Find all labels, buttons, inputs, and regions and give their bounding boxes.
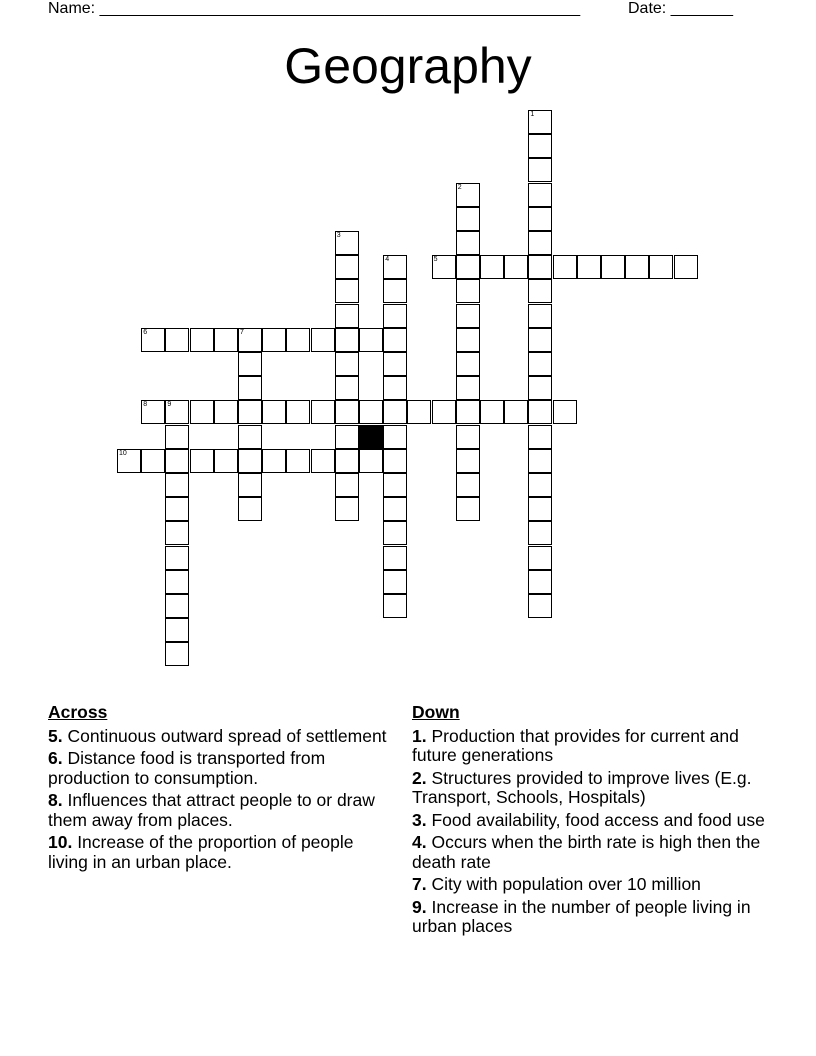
clue-number: 6. (48, 748, 63, 768)
grid-cell[interactable] (528, 400, 552, 424)
grid-cell[interactable] (528, 352, 552, 376)
clue-number: 5. (48, 725, 63, 746)
grid-cell[interactable] (335, 473, 359, 497)
grid-cell[interactable] (480, 255, 504, 279)
grid-cell[interactable] (528, 304, 552, 328)
grid-cell[interactable] (262, 449, 286, 473)
clue-down-5 (412, 898, 782, 937)
grid-cell[interactable] (674, 255, 698, 279)
grid-cell[interactable] (165, 449, 189, 473)
grid-cell[interactable] (359, 400, 383, 424)
grid-cell[interactable] (238, 425, 262, 449)
clue-down-0 (412, 727, 782, 766)
grid-cell[interactable] (383, 449, 407, 473)
clue-number: 7. (412, 874, 427, 894)
grid-cell[interactable] (432, 400, 456, 424)
clue-text: Influences that attract people to or draw them away from places. (48, 790, 375, 830)
clue-number: 3. (412, 809, 427, 830)
grid-cell[interactable] (214, 328, 238, 352)
grid-cell-number: 9 (167, 401, 172, 409)
grid-cell[interactable] (335, 328, 359, 352)
clue-down-4 (412, 875, 782, 895)
grid-cell-number: 6 (143, 328, 148, 336)
grid-cell[interactable] (528, 449, 552, 473)
grid-cell[interactable] (165, 473, 189, 497)
grid-cell[interactable] (383, 304, 407, 328)
grid-cell[interactable] (528, 497, 552, 521)
grid-cell[interactable] (238, 497, 262, 521)
clue-across-1 (48, 749, 388, 788)
grid-cell[interactable] (383, 594, 407, 618)
clue-across-0 (48, 727, 388, 747)
grid-cell[interactable] (238, 376, 262, 400)
grid-cell-number: 8 (143, 401, 148, 409)
grid-cell[interactable] (335, 231, 359, 255)
grid-cell[interactable] (456, 473, 480, 497)
grid-cell[interactable] (238, 449, 262, 473)
clue-down-3 (412, 833, 782, 872)
clue-down-1 (412, 769, 782, 808)
grid-cell[interactable] (528, 110, 552, 134)
grid-cell[interactable] (262, 328, 286, 352)
grid-cell[interactable] (383, 521, 407, 545)
grid-cell[interactable] (553, 255, 577, 279)
grid-cell[interactable] (238, 400, 262, 424)
grid-cell[interactable] (117, 449, 141, 473)
grid-cell[interactable] (407, 400, 431, 424)
clue-down-2 (412, 811, 782, 831)
across-heading: Across (48, 702, 108, 722)
grid-black-cell (359, 425, 383, 449)
grid-cell-number: 3 (336, 232, 341, 239)
grid-cell[interactable] (456, 425, 480, 449)
grid-cell[interactable] (141, 449, 165, 473)
grid-cell[interactable] (311, 449, 335, 473)
grid-cell[interactable] (528, 570, 552, 594)
grid-cell[interactable] (383, 570, 407, 594)
grid-cell[interactable] (383, 497, 407, 521)
grid-cell[interactable] (528, 279, 552, 303)
grid-cell[interactable] (649, 255, 673, 279)
grid-cell[interactable] (214, 449, 238, 473)
grid-cell[interactable] (528, 158, 552, 182)
clue-across-2 (48, 791, 388, 830)
grid-cell[interactable] (383, 400, 407, 424)
grid-cell[interactable] (359, 449, 383, 473)
grid-cell[interactable] (335, 304, 359, 328)
clue-number: 2. (412, 767, 427, 788)
grid-cell[interactable] (214, 400, 238, 424)
grid-cell[interactable] (335, 497, 359, 521)
grid-cell[interactable] (456, 497, 480, 521)
grid-cell[interactable] (383, 352, 407, 376)
grid-cell[interactable] (335, 425, 359, 449)
page-title: Geography (284, 38, 532, 94)
grid-cell[interactable] (528, 546, 552, 570)
clue-number: 4. (412, 832, 427, 852)
grid-cell[interactable] (286, 328, 310, 352)
grid-cell[interactable] (286, 449, 310, 473)
grid-cell[interactable] (165, 400, 189, 424)
grid-cell[interactable] (238, 352, 262, 376)
grid-cell[interactable] (190, 328, 214, 352)
grid-cell[interactable] (262, 400, 286, 424)
down-clues (412, 703, 782, 940)
grid-cell[interactable] (528, 376, 552, 400)
clue-across-3 (48, 833, 388, 872)
grid-cell[interactable] (432, 255, 456, 279)
grid-cell[interactable] (190, 400, 214, 424)
grid-cell[interactable] (577, 255, 601, 279)
grid-cell[interactable] (456, 328, 480, 352)
grid-cell[interactable] (504, 255, 528, 279)
grid-cell[interactable] (456, 352, 480, 376)
grid-cell[interactable] (528, 594, 552, 618)
across-clues (48, 703, 388, 875)
grid-cell-number: 5 (433, 256, 438, 264)
grid-cell-number: 10 (119, 449, 127, 457)
grid-cell[interactable] (456, 207, 480, 231)
clue-text: Distance food is transported from production to consumption. (48, 748, 326, 788)
grid-cell-number: 4 (385, 256, 390, 264)
grid-cell[interactable] (528, 521, 552, 545)
grid-cell[interactable] (456, 279, 480, 303)
clue-number: 1. (412, 725, 427, 746)
grid-cell-number: 7 (240, 328, 244, 336)
grid-cell[interactable] (165, 594, 189, 618)
clue-number: 9. (412, 896, 427, 917)
grid-cell[interactable] (528, 255, 552, 279)
grid-cell[interactable] (504, 400, 528, 424)
grid-cell[interactable] (165, 642, 189, 666)
clue-number: 10. (48, 832, 73, 852)
grid-cell[interactable] (165, 570, 189, 594)
grid-cell[interactable] (165, 425, 189, 449)
clue-text: Continuous outward spread of settlement (62, 725, 387, 746)
grid-cell[interactable] (528, 473, 552, 497)
grid-cell[interactable] (165, 497, 189, 521)
clue-text: Occurs when the birth rate is high then the death rate (412, 832, 761, 872)
grid-cell[interactable] (383, 473, 407, 497)
grid-cell[interactable] (141, 400, 165, 424)
grid-cell[interactable] (335, 449, 359, 473)
grid-cell-number: 1 (530, 111, 535, 118)
clue-text: Food availability, food access and food use (426, 809, 765, 830)
grid-cell[interactable] (165, 521, 189, 545)
name-field-label: Name: ______________________________________________________ (48, 0, 581, 17)
grid-cell[interactable] (383, 425, 407, 449)
grid-cell[interactable] (359, 328, 383, 352)
grid-cell-number: 2 (457, 183, 462, 191)
grid-cell[interactable] (238, 473, 262, 497)
grid-cell[interactable] (190, 449, 214, 473)
grid-cell[interactable] (601, 255, 625, 279)
grid-cell[interactable] (553, 400, 577, 424)
grid-cell[interactable] (335, 279, 359, 303)
grid-cell[interactable] (528, 183, 552, 207)
grid-cell[interactable] (383, 546, 407, 570)
clue-number: 8. (48, 790, 63, 810)
grid-cell[interactable] (383, 255, 407, 279)
grid-cell[interactable] (165, 328, 189, 352)
clue-text: Production that provides for current and future generations (412, 725, 739, 765)
clue-text: City with population over 10 million (426, 874, 701, 894)
grid-cell[interactable] (238, 328, 262, 352)
grid-cell[interactable] (383, 328, 407, 352)
clue-text: Increase of the proportion of people living in an urban place. (48, 832, 354, 872)
grid-cell[interactable] (456, 449, 480, 473)
date-field-label: Date: _______ (628, 0, 733, 17)
grid-cell[interactable] (456, 183, 480, 207)
grid-cell[interactable] (528, 134, 552, 158)
grid-cell[interactable] (311, 328, 335, 352)
clue-text: Increase in the number of people living in urban places (412, 896, 751, 936)
grid-cell[interactable] (456, 255, 480, 279)
down-heading: Down (412, 702, 460, 722)
grid-cell[interactable] (528, 328, 552, 352)
grid-cell[interactable] (456, 304, 480, 328)
clue-text: Structures provided to improve lives (E.g. Transport, Schools, Hospitals) (412, 767, 752, 807)
grid-cell[interactable] (625, 255, 649, 279)
grid-cell[interactable] (335, 400, 359, 424)
grid-cell[interactable] (528, 231, 552, 255)
grid-cell[interactable] (286, 400, 310, 424)
grid-cell[interactable] (456, 376, 480, 400)
grid-cell[interactable] (311, 400, 335, 424)
grid-cell[interactable] (528, 207, 552, 231)
grid-cell[interactable] (165, 546, 189, 570)
grid-cell[interactable] (165, 618, 189, 642)
grid-cell[interactable] (528, 425, 552, 449)
grid-cell[interactable] (456, 400, 480, 424)
grid-cell[interactable] (456, 231, 480, 255)
grid-cell[interactable] (335, 352, 359, 376)
grid-cell[interactable] (141, 328, 165, 352)
grid-cell[interactable] (383, 376, 407, 400)
grid-cell[interactable] (335, 255, 359, 279)
grid-cell[interactable] (335, 376, 359, 400)
grid-cell[interactable] (480, 400, 504, 424)
grid-cell[interactable] (383, 279, 407, 303)
